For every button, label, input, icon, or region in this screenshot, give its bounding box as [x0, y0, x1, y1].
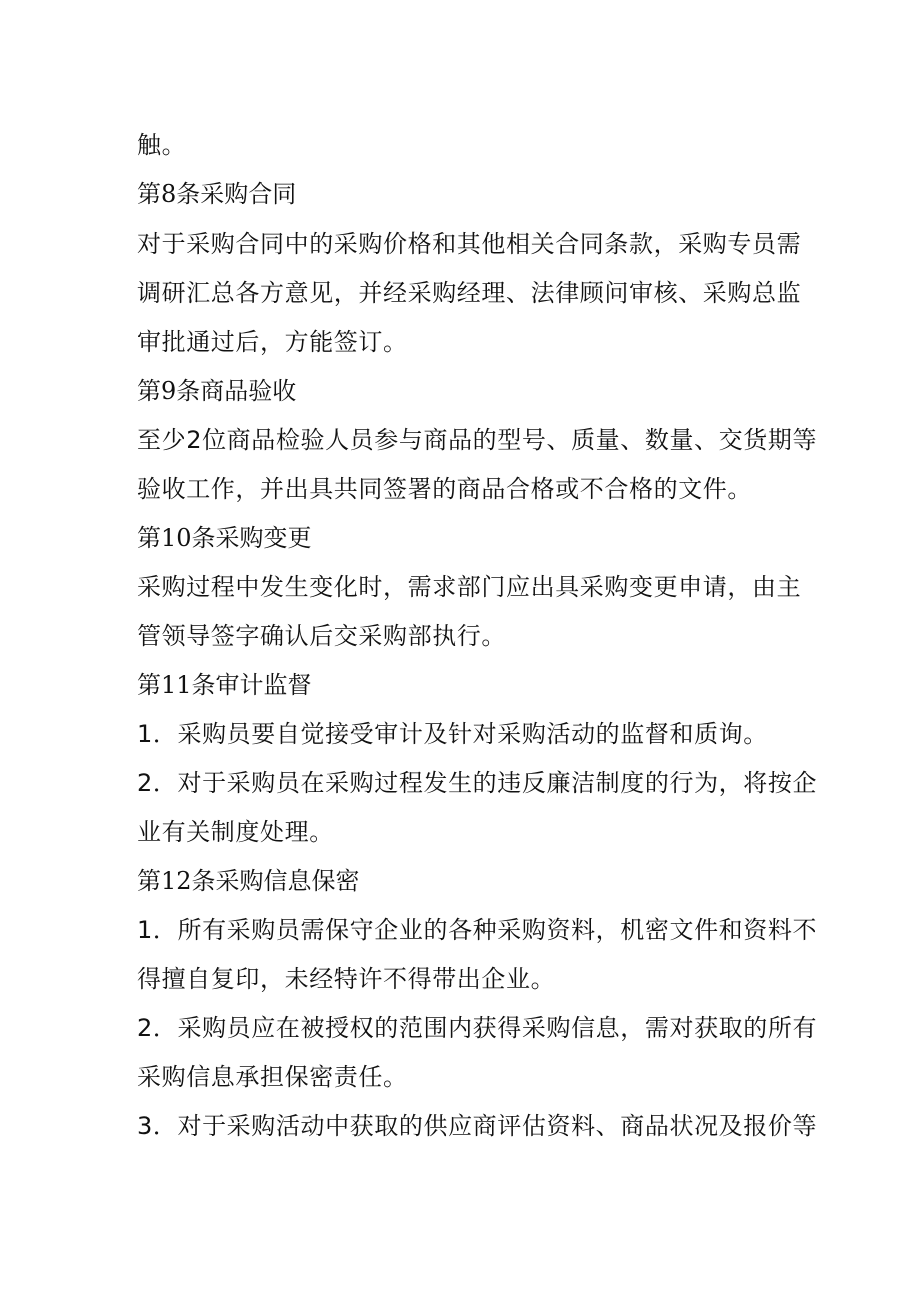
- body-text-line: 调研汇总各方意见，并经采购经理、法律顾问审核、采购总监: [137, 279, 802, 307]
- article-heading: 第10条采购变更: [137, 524, 312, 552]
- list-item-text: 2．采购员应在被授权的范围内获得采购信息，需对获取的所有: [137, 1014, 818, 1042]
- article-heading: 第11条审计监督: [137, 671, 312, 699]
- body-text-line: 得擅自复印，未经特许不得带出企业。: [137, 965, 556, 993]
- article-heading: 第9条商品验收: [137, 377, 297, 405]
- list-item-text: 1．采购员要自觉接受审计及针对采购活动的监督和质询。: [137, 720, 768, 748]
- list-item-text: 1．所有采购员需保守企业的各种采购资料，机密文件和资料不: [137, 916, 818, 944]
- list-item-text: 2．对于采购员在采购过程发生的违反廉洁制度的行为，将按企: [137, 769, 818, 797]
- body-text-line: 验收工作，并出具共同签署的商品合格或不合格的文件。: [137, 475, 752, 503]
- body-text-line: 采购过程中发生变化时，需求部门应出具采购变更申请，由主: [137, 573, 802, 601]
- body-text-line: 对于采购合同中的采购价格和其他相关合同条款，采购专员需: [137, 230, 802, 258]
- body-text-line: 管领导签字确认后交采购部执行。: [137, 622, 506, 650]
- article-heading: 第8条采购合同: [137, 180, 297, 208]
- body-text-line: 业有关制度处理。: [137, 818, 334, 846]
- article-heading: 第12条采购信息保密: [137, 867, 360, 895]
- body-text-line: 至少2位商品检验人员参与商品的型号、质量、数量、交货期等: [137, 426, 818, 454]
- body-text-line: 审批通过后，方能签订。: [137, 328, 408, 356]
- list-item-text: 3．对于采购活动中获取的供应商评估资料、商品状况及报价等: [137, 1112, 818, 1140]
- body-text-line: 采购信息承担保密责任。: [137, 1063, 408, 1091]
- body-text-line: 触。: [137, 131, 187, 159]
